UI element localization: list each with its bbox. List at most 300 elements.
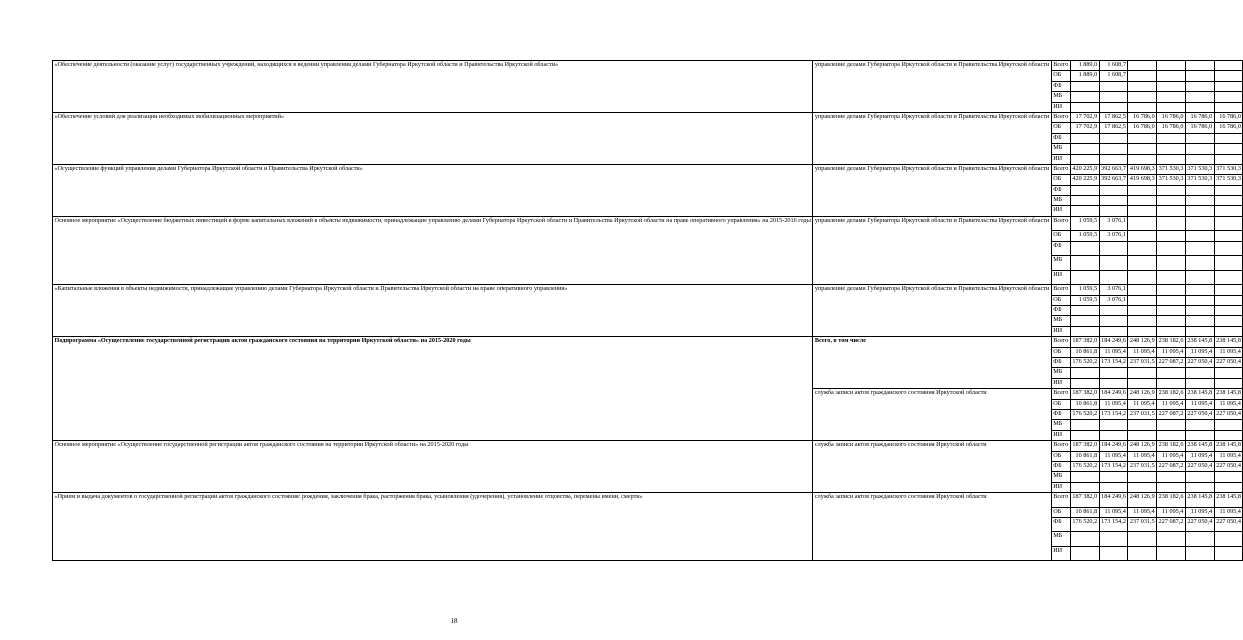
amount-cell: 420 225,9: [1070, 175, 1099, 185]
amount-cell: [1070, 256, 1099, 271]
funding-source: ИИ: [1051, 546, 1070, 561]
amount-cell: [1157, 430, 1186, 440]
amount-cell: [1128, 368, 1157, 378]
amount-cell: 10 861,8: [1070, 399, 1099, 409]
amount-cell: 1 059,5: [1070, 231, 1099, 241]
funding-source: Всего: [1051, 441, 1070, 451]
amount-cell: [1157, 71, 1186, 81]
amount-cell: [1185, 482, 1214, 492]
executor-org: управление делами Губернатора Иркутской области и Правительства Иркутской области: [813, 164, 1051, 216]
amount-cell: [1185, 133, 1214, 143]
amount-cell: 238 145,8: [1185, 337, 1214, 347]
amount-cell: 16 786,0: [1157, 123, 1186, 133]
amount-cell: 238 145,8: [1185, 441, 1214, 451]
amount-cell: [1157, 482, 1186, 492]
amount-cell: 11 095,4: [1128, 451, 1157, 461]
amount-cell: [1185, 532, 1214, 547]
executor-org: управление делами Губернатора Иркутской области и Правительства Иркутской области: [813, 285, 1051, 337]
amount-cell: [1128, 472, 1157, 482]
funding-source: ФБ: [1051, 185, 1070, 195]
amount-cell: [1214, 368, 1243, 378]
amount-cell: 176 520,2: [1070, 357, 1099, 367]
amount-cell: 238 145,8: [1185, 389, 1214, 399]
amount-cell: [1185, 71, 1214, 81]
page-number: 18: [450, 617, 458, 625]
amount-cell: 238 145,8: [1214, 441, 1243, 451]
amount-cell: [1128, 316, 1157, 326]
program-item-name: «Капитальные вложения в объекты недвижимости, принадлежащие управлению делами Губернатора Иркутской области и Правительства Иркутской области на праве оперативного управления»: [53, 285, 813, 337]
amount-cell: [1157, 546, 1186, 561]
funding-source: ИИ: [1051, 102, 1070, 112]
amount-cell: 10 861,8: [1070, 347, 1099, 357]
amount-cell: [1185, 430, 1214, 440]
amount-cell: 173 154,2: [1099, 409, 1128, 419]
program-item-name: Основное мероприятие «Осуществление государственной регистрации актов гражданского состояния на территории Иркутской области» на 2015-2020 годы: [53, 441, 813, 493]
amount-cell: [1070, 81, 1099, 91]
amount-cell: [1128, 61, 1157, 71]
amount-cell: [1128, 102, 1157, 112]
amount-cell: 11 095,4: [1185, 399, 1214, 409]
funding-source: ИИ: [1051, 430, 1070, 440]
executor-org: служба записи актов гражданского состояния Иркутской области: [813, 389, 1051, 441]
amount-cell: 238 182,6: [1157, 493, 1186, 508]
amount-cell: [1070, 92, 1099, 102]
amount-cell: [1099, 270, 1128, 285]
funding-source: ФБ: [1051, 409, 1070, 419]
amount-cell: [1214, 196, 1243, 206]
amount-cell: [1099, 316, 1128, 326]
amount-cell: 11 095,4: [1128, 507, 1157, 517]
amount-cell: 11 095,4: [1128, 399, 1157, 409]
executor-org: Всего, в том числе: [813, 337, 1051, 389]
amount-cell: [1157, 270, 1186, 285]
amount-cell: [1185, 61, 1214, 71]
amount-cell: [1157, 532, 1186, 547]
amount-cell: 11 095,4: [1185, 451, 1214, 461]
amount-cell: [1099, 196, 1128, 206]
amount-cell: [1128, 285, 1157, 295]
funding-source: ФБ: [1051, 357, 1070, 367]
amount-cell: 184 249,6: [1099, 493, 1128, 508]
amount-cell: 227 050,4: [1214, 409, 1243, 419]
amount-cell: 187 382,0: [1070, 337, 1099, 347]
amount-cell: [1070, 368, 1099, 378]
amount-cell: 248 126,9: [1128, 389, 1157, 399]
amount-cell: 173 154,2: [1099, 461, 1128, 471]
amount-cell: [1070, 532, 1099, 547]
amount-cell: [1128, 196, 1157, 206]
amount-cell: 227 050,4: [1185, 409, 1214, 419]
amount-cell: 16 786,0: [1185, 123, 1214, 133]
amount-cell: [1185, 144, 1214, 154]
amount-cell: [1128, 546, 1157, 561]
amount-cell: [1070, 102, 1099, 112]
amount-cell: [1099, 185, 1128, 195]
amount-cell: [1214, 144, 1243, 154]
amount-cell: [1128, 378, 1157, 388]
funding-source: ОБ: [1051, 451, 1070, 461]
amount-cell: 238 145,8: [1214, 389, 1243, 399]
amount-cell: 187 382,0: [1070, 493, 1099, 508]
amount-cell: [1099, 256, 1128, 271]
amount-cell: [1214, 256, 1243, 271]
amount-cell: 371 530,3: [1185, 164, 1214, 174]
amount-cell: [1157, 295, 1186, 305]
amount-cell: 1 059,5: [1070, 216, 1099, 231]
amount-cell: [1185, 206, 1214, 216]
amount-cell: [1185, 216, 1214, 231]
amount-cell: 16 786,0: [1214, 123, 1243, 133]
amount-cell: 11 095,4: [1157, 507, 1186, 517]
amount-cell: 17 702,9: [1070, 112, 1099, 122]
amount-cell: [1070, 420, 1099, 430]
amount-cell: [1157, 231, 1186, 241]
amount-cell: 227 050,4: [1214, 461, 1243, 471]
amount-cell: [1157, 92, 1186, 102]
amount-cell: 10 861,8: [1070, 507, 1099, 517]
amount-cell: 227 050,4: [1185, 517, 1214, 532]
amount-cell: [1070, 144, 1099, 154]
funding-source: МБ: [1051, 196, 1070, 206]
amount-cell: 227 087,2: [1157, 357, 1186, 367]
amount-cell: [1128, 532, 1157, 547]
amount-cell: 184 249,6: [1099, 441, 1128, 451]
executor-org: управление делами Губернатора Иркутской области и Правительства Иркутской области: [813, 112, 1051, 164]
amount-cell: 11 095,4: [1099, 507, 1128, 517]
funding-source: Всего: [1051, 389, 1070, 399]
amount-cell: 237 031,5: [1128, 357, 1157, 367]
amount-cell: 1 059,5: [1070, 285, 1099, 295]
amount-cell: [1185, 306, 1214, 316]
amount-cell: [1157, 81, 1186, 91]
program-item-name: Подпрограмма «Осуществление государственной регистрации актов гражданского состояния на территории Иркутской области» на 2015-2020 годы: [53, 337, 813, 441]
amount-cell: 419 698,3: [1128, 164, 1157, 174]
amount-cell: [1185, 270, 1214, 285]
amount-cell: [1214, 546, 1243, 561]
table-row: [53, 112, 1243, 122]
executor-org: служба записи актов гражданского состояния Иркутской области: [813, 441, 1051, 493]
program-item-name: «Обеспечение деятельности (оказание услуг) государственных учреждений, находящихся в ведении управления делами Губернатора Иркутской области и Правительства Иркутской области»: [53, 61, 813, 113]
amount-cell: 3 076,1: [1099, 295, 1128, 305]
amount-cell: 176 520,2: [1070, 517, 1099, 532]
amount-cell: [1099, 81, 1128, 91]
amount-cell: [1214, 285, 1243, 295]
amount-cell: 227 050,4: [1185, 461, 1214, 471]
amount-cell: [1214, 92, 1243, 102]
amount-cell: [1157, 196, 1186, 206]
amount-cell: 176 520,2: [1070, 409, 1099, 419]
amount-cell: 16 786,0: [1214, 112, 1243, 122]
amount-cell: [1070, 326, 1099, 336]
executor-org: управление делами Губернатора Иркутской области и Правительства Иркутской области: [813, 216, 1051, 284]
amount-cell: [1070, 482, 1099, 492]
amount-cell: 238 145,8: [1214, 493, 1243, 508]
amount-cell: 420 225,9: [1070, 164, 1099, 174]
amount-cell: 227 050,4: [1214, 357, 1243, 367]
amount-cell: 11 095,4: [1157, 451, 1186, 461]
table-row: [53, 61, 1243, 71]
amount-cell: 227 050,4: [1214, 517, 1243, 532]
amount-cell: [1185, 546, 1214, 561]
table-row: [53, 441, 1243, 451]
amount-cell: [1214, 532, 1243, 547]
amount-cell: [1157, 216, 1186, 231]
amount-cell: [1099, 368, 1128, 378]
amount-cell: [1214, 472, 1243, 482]
amount-cell: [1214, 71, 1243, 81]
table-row: [53, 164, 1243, 174]
amount-cell: [1128, 326, 1157, 336]
amount-cell: [1128, 71, 1157, 81]
amount-cell: 238 182,6: [1157, 389, 1186, 399]
amount-cell: [1070, 241, 1099, 256]
amount-cell: [1185, 231, 1214, 241]
funding-source: МБ: [1051, 420, 1070, 430]
amount-cell: [1157, 133, 1186, 143]
amount-cell: 1 608,7: [1099, 71, 1128, 81]
amount-cell: 16 786,0: [1128, 112, 1157, 122]
amount-cell: [1185, 472, 1214, 482]
amount-cell: 173 154,2: [1099, 357, 1128, 367]
funding-source: МБ: [1051, 316, 1070, 326]
amount-cell: 238 182,6: [1157, 337, 1186, 347]
amount-cell: 1 059,5: [1070, 295, 1099, 305]
amount-cell: [1185, 368, 1214, 378]
funding-source: ОБ: [1051, 175, 1070, 185]
amount-cell: 10 861,8: [1070, 451, 1099, 461]
amount-cell: [1185, 81, 1214, 91]
amount-cell: [1157, 368, 1186, 378]
amount-cell: 227 087,2: [1157, 461, 1186, 471]
amount-cell: [1099, 102, 1128, 112]
amount-cell: [1185, 285, 1214, 295]
amount-cell: [1070, 196, 1099, 206]
funding-source: МБ: [1051, 472, 1070, 482]
amount-cell: [1128, 231, 1157, 241]
funding-source: МБ: [1051, 92, 1070, 102]
funding-source: ИИ: [1051, 270, 1070, 285]
amount-cell: [1185, 326, 1214, 336]
amount-cell: [1185, 154, 1214, 164]
funding-source: Всего: [1051, 493, 1070, 508]
amount-cell: 3 076,1: [1099, 231, 1128, 241]
amount-cell: [1099, 92, 1128, 102]
amount-cell: [1070, 154, 1099, 164]
amount-cell: [1157, 185, 1186, 195]
amount-cell: [1157, 472, 1186, 482]
amount-cell: [1214, 185, 1243, 195]
funding-source: ОБ: [1051, 399, 1070, 409]
amount-cell: [1185, 196, 1214, 206]
executor-org: служба записи актов гражданского состояния Иркутской области: [813, 493, 1051, 561]
amount-cell: [1214, 241, 1243, 256]
funding-source: ИИ: [1051, 206, 1070, 216]
table-row: [53, 493, 1243, 508]
amount-cell: 11 095,4: [1157, 347, 1186, 357]
funding-source: ИИ: [1051, 378, 1070, 388]
amount-cell: [1128, 270, 1157, 285]
amount-cell: 184 249,6: [1099, 337, 1128, 347]
amount-cell: [1185, 316, 1214, 326]
amount-cell: [1157, 61, 1186, 71]
amount-cell: 238 182,6: [1157, 441, 1186, 451]
amount-cell: 173 154,2: [1099, 517, 1128, 532]
amount-cell: 184 249,6: [1099, 389, 1128, 399]
amount-cell: [1214, 206, 1243, 216]
amount-cell: 1 889,0: [1070, 61, 1099, 71]
amount-cell: [1214, 270, 1243, 285]
amount-cell: [1214, 102, 1243, 112]
amount-cell: 227 087,2: [1157, 409, 1186, 419]
amount-cell: 11 095,4: [1185, 347, 1214, 357]
funding-source: ИИ: [1051, 482, 1070, 492]
amount-cell: [1157, 420, 1186, 430]
funding-source: Всего: [1051, 112, 1070, 122]
amount-cell: [1128, 81, 1157, 91]
amount-cell: [1070, 430, 1099, 440]
amount-cell: [1157, 144, 1186, 154]
amount-cell: 187 382,0: [1070, 441, 1099, 451]
funding-source: ОБ: [1051, 231, 1070, 241]
amount-cell: [1128, 92, 1157, 102]
amount-cell: [1070, 133, 1099, 143]
amount-cell: [1214, 216, 1243, 231]
amount-cell: [1099, 144, 1128, 154]
amount-cell: [1214, 133, 1243, 143]
amount-cell: 11 095,4: [1214, 507, 1243, 517]
amount-cell: [1099, 430, 1128, 440]
funding-source: Всего: [1051, 216, 1070, 231]
amount-cell: 176 520,2: [1070, 461, 1099, 471]
amount-cell: [1099, 420, 1128, 430]
amount-cell: 16 786,0: [1157, 112, 1186, 122]
funding-source: ОБ: [1051, 71, 1070, 81]
amount-cell: [1128, 241, 1157, 256]
funding-source: ФБ: [1051, 81, 1070, 91]
amount-cell: 392 663,7: [1099, 164, 1128, 174]
amount-cell: [1099, 306, 1128, 316]
amount-cell: [1128, 430, 1157, 440]
amount-cell: 11 095,4: [1099, 399, 1128, 409]
amount-cell: 248 126,9: [1128, 441, 1157, 451]
amount-cell: [1157, 285, 1186, 295]
amount-cell: [1128, 154, 1157, 164]
funding-source: ОБ: [1051, 347, 1070, 357]
amount-cell: [1128, 185, 1157, 195]
amount-cell: 11 095,4: [1214, 451, 1243, 461]
funding-source: ФБ: [1051, 461, 1070, 471]
funding-source: МБ: [1051, 368, 1070, 378]
amount-cell: 187 382,0: [1070, 389, 1099, 399]
amount-cell: 16 786,0: [1128, 123, 1157, 133]
amount-cell: 238 145,8: [1214, 337, 1243, 347]
table-row: [53, 216, 1243, 231]
amount-cell: 371 530,3: [1214, 175, 1243, 185]
program-funding-table: [52, 60, 1243, 561]
amount-cell: 11 095,4: [1214, 399, 1243, 409]
funding-source: МБ: [1051, 532, 1070, 547]
amount-cell: 371 530,3: [1214, 164, 1243, 174]
amount-cell: 237 031,5: [1128, 461, 1157, 471]
amount-cell: 1 889,0: [1070, 71, 1099, 81]
amount-cell: [1070, 472, 1099, 482]
amount-cell: [1099, 378, 1128, 388]
amount-cell: 11 095,4: [1214, 347, 1243, 357]
amount-cell: 237 031,5: [1128, 517, 1157, 532]
amount-cell: [1185, 378, 1214, 388]
amount-cell: [1214, 61, 1243, 71]
amount-cell: [1128, 133, 1157, 143]
program-item-name: «Обеспечение условий для реализации необходимых мобилизационных мероприятий»: [53, 112, 813, 164]
amount-cell: 248 126,9: [1128, 337, 1157, 347]
amount-cell: 371 530,3: [1157, 164, 1186, 174]
funding-source: ФБ: [1051, 241, 1070, 256]
amount-cell: [1157, 206, 1186, 216]
amount-cell: [1214, 306, 1243, 316]
funding-source: Всего: [1051, 285, 1070, 295]
amount-cell: [1070, 378, 1099, 388]
funding-source: ФБ: [1051, 306, 1070, 316]
amount-cell: [1157, 256, 1186, 271]
amount-cell: [1157, 316, 1186, 326]
amount-cell: [1185, 185, 1214, 195]
amount-cell: [1070, 206, 1099, 216]
amount-cell: 227 050,4: [1185, 357, 1214, 367]
amount-cell: [1070, 306, 1099, 316]
amount-cell: [1099, 532, 1128, 547]
amount-cell: [1070, 185, 1099, 195]
amount-cell: 237 031,5: [1128, 409, 1157, 419]
amount-cell: 17 702,9: [1070, 123, 1099, 133]
funding-source: ОБ: [1051, 123, 1070, 133]
amount-cell: [1157, 378, 1186, 388]
amount-cell: [1185, 241, 1214, 256]
amount-cell: 1 608,7: [1099, 61, 1128, 71]
amount-cell: [1157, 154, 1186, 164]
amount-cell: [1185, 256, 1214, 271]
amount-cell: [1214, 81, 1243, 91]
amount-cell: 11 095,4: [1185, 507, 1214, 517]
amount-cell: [1185, 295, 1214, 305]
funding-source: Всего: [1051, 61, 1070, 71]
funding-source: ИИ: [1051, 326, 1070, 336]
amount-cell: [1099, 326, 1128, 336]
amount-cell: [1185, 92, 1214, 102]
amount-cell: [1214, 378, 1243, 388]
amount-cell: [1214, 326, 1243, 336]
amount-cell: [1214, 430, 1243, 440]
amount-cell: [1128, 216, 1157, 231]
amount-cell: 3 076,1: [1099, 216, 1128, 231]
amount-cell: [1214, 154, 1243, 164]
amount-cell: [1185, 420, 1214, 430]
funding-source: ИИ: [1051, 154, 1070, 164]
amount-cell: [1128, 206, 1157, 216]
amount-cell: [1099, 472, 1128, 482]
funding-source: ФБ: [1051, 517, 1070, 532]
amount-cell: [1099, 133, 1128, 143]
amount-cell: [1070, 316, 1099, 326]
amount-cell: 17 862,5: [1099, 123, 1128, 133]
amount-cell: [1128, 144, 1157, 154]
table-row: [53, 285, 1243, 295]
amount-cell: [1157, 241, 1186, 256]
program-item-name: «Осуществление функций управления делами Губернатора Иркутской области и Правительства Иркутской области»: [53, 164, 813, 216]
amount-cell: 238 145,8: [1185, 493, 1214, 508]
table-row: [53, 337, 1243, 347]
funding-source: МБ: [1051, 144, 1070, 154]
amount-cell: [1157, 326, 1186, 336]
